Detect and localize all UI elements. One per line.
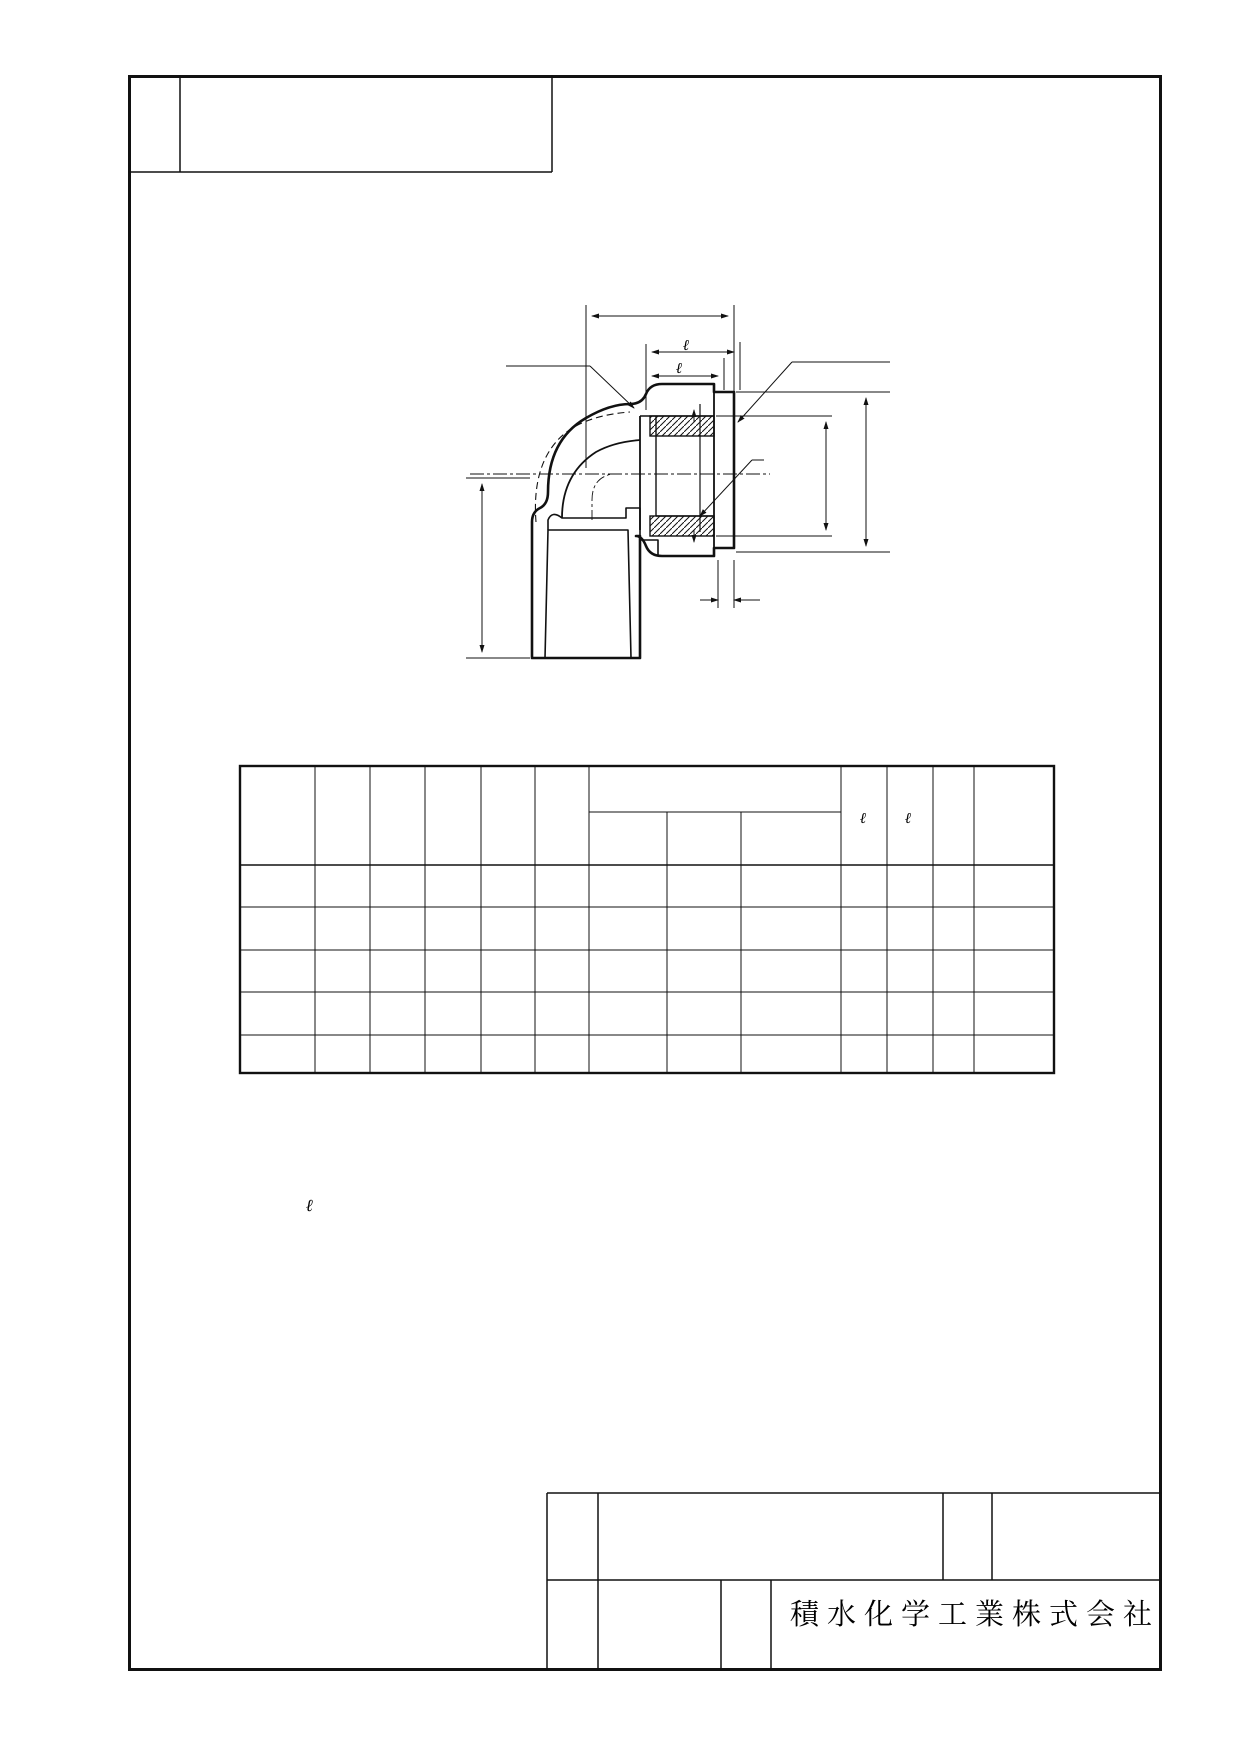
upper-insert-hatch <box>650 416 714 436</box>
company-name: 積水化学工業株式会社 <box>790 1597 1161 1631</box>
center-lines <box>470 474 770 520</box>
title-block <box>547 1493 1162 1671</box>
dimension-symbol-l-second: ℓ <box>676 359 683 377</box>
lower-insert-hatch <box>650 516 714 536</box>
note-symbol-l: ℓ <box>306 1196 314 1216</box>
table-header-symbol-l2: ℓ <box>905 809 912 827</box>
top-title-box <box>128 75 552 172</box>
dimension-table <box>240 766 1054 1073</box>
table-header-symbol-l1: ℓ <box>860 809 867 827</box>
dimension-symbol-l-top: ℓ <box>683 336 690 354</box>
dimension-lines <box>466 305 890 658</box>
